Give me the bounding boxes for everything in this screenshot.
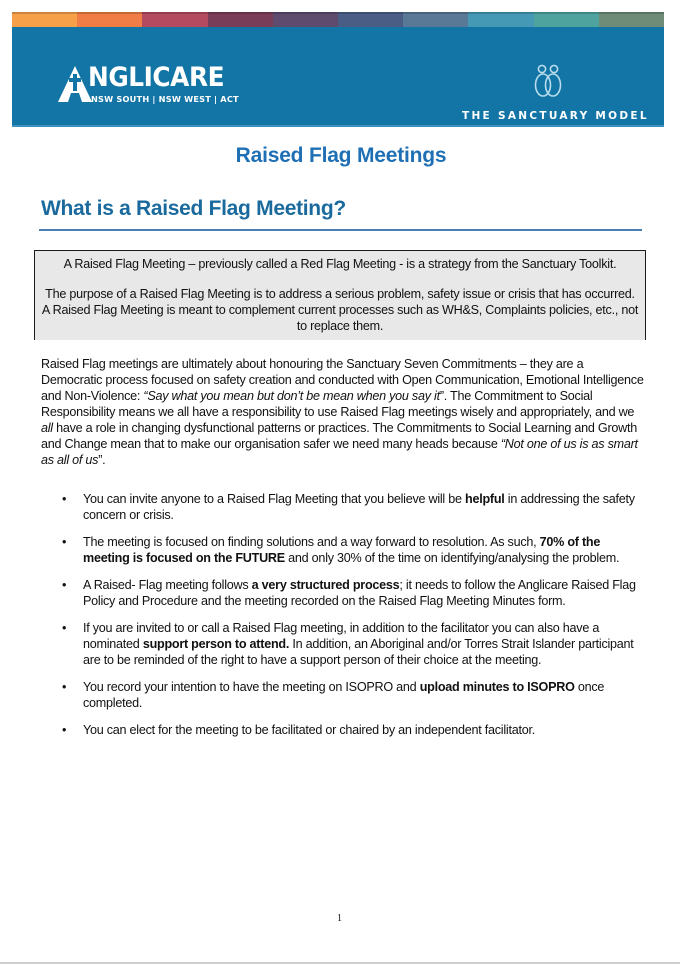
list-item — [59, 620, 649, 668]
color-segment — [534, 12, 599, 27]
document-title: Raised Flag Meetings — [235, 144, 447, 167]
anglicare-logo — [58, 62, 239, 110]
intro-text: Raised Flag meetings are ultimately about honouring the Sanctuary Seven Commitments – they are a Democratic process focused on safety creation and conducted with Open Communication, Emotional Intelligence and Non-Violence: — [41, 357, 644, 403]
item-bold: a very structured process — [251, 578, 400, 592]
color-segment — [142, 12, 207, 27]
item-text: You record your intention to have the meeting on ISOPRO and — [83, 680, 420, 694]
list-item — [59, 577, 649, 609]
logo-wordmark: NGLICARE — [88, 62, 225, 93]
list-item — [59, 722, 649, 738]
item-bold: support person to attend. — [142, 637, 290, 651]
list-item — [59, 534, 649, 566]
color-segment — [338, 12, 403, 27]
color-segment — [468, 12, 533, 27]
bullet-icon: • — [62, 621, 67, 635]
intro-quote: “Not one of us is as smart as all of us — [41, 437, 638, 467]
bullet-icon: • — [62, 723, 67, 737]
item-bold: upload minutes to ISOPRO — [419, 680, 575, 694]
intro-text: ”. — [98, 453, 106, 467]
color-segment — [599, 12, 664, 27]
page-number: 1 — [337, 913, 342, 924]
item-text: If you are invited to or call a Raised Flag meeting, in addition to the facilitator you can also have a nominated — [83, 621, 600, 651]
header-band — [12, 27, 664, 127]
item-text: in addressing the safety concern or crisis. — [83, 492, 635, 522]
definition-callout-box — [34, 250, 646, 340]
color-segment — [273, 12, 338, 27]
color-segment — [12, 12, 77, 27]
bullet-icon: • — [62, 578, 67, 592]
heading-underline — [39, 229, 642, 231]
color-segment — [208, 12, 273, 27]
sanctuary-model-label: THE SANCTUARY MODEL — [462, 110, 649, 122]
list-item — [59, 491, 649, 523]
list-item — [59, 679, 649, 711]
color-segment — [77, 12, 142, 27]
item-text: ; it needs to follow the Anglicare Raised Flag Policy and Procedure and the meeting recorded on the Raised Flag Meeting Minutes form. — [83, 578, 636, 608]
item-text: In addition, an Aboriginal and/or Torres Strait Islander participant are to be reminded of the right to have a support person of their choice at the meeting. — [83, 637, 634, 667]
a-cross-icon — [58, 66, 92, 102]
callout-line: A Raised Flag Meeting – previously called a Red Flag Meeting - is a strategy from the Sanctuary Toolkit. — [63, 257, 617, 271]
intro-text: have a role in changing dysfunctional patterns or practices. The Commitments to Social Learning and Growth and Change mean that to make our organisation safer we need many heads because — [41, 421, 637, 451]
item-text: You can elect for the meeting to be facilitated or chaired by an independent facilitator. — [83, 723, 535, 737]
item-text: once completed. — [83, 680, 605, 710]
item-bold: helpful — [465, 492, 505, 506]
color-segment — [403, 12, 468, 27]
item-text: and only 30% of the time on identifying/analysing the problem. — [284, 551, 620, 565]
item-text: The meeting is focused on finding solutions and a way forward to resolution. As such, — [83, 535, 540, 549]
intro-emphasis: all — [41, 421, 53, 435]
key-points-list — [59, 491, 649, 749]
callout-line: The purpose of a Raised Flag Meeting is to address a serious problem, safety issue or crisis that has occurred. A Raised Flag Meeting is meant to complement current processes such as WH&S, Complaints policies, etc., not to replace them. — [41, 287, 639, 333]
bullet-icon: • — [62, 492, 67, 506]
two-figures-icon — [529, 64, 569, 98]
item-text: A Raised- Flag meeting follows — [83, 578, 252, 592]
color-stripe — [12, 12, 664, 27]
item-text: You can invite anyone to a Raised Flag Meeting that you believe will be — [83, 492, 465, 506]
bullet-icon: • — [62, 680, 67, 694]
intro-quote: “Say what you mean but don’t be mean when you say it — [143, 389, 440, 403]
document-header — [12, 12, 664, 127]
intro-paragraph — [41, 356, 646, 468]
bullet-icon: • — [62, 535, 67, 549]
item-bold: 70% of the meeting is focused on the FUTURE — [83, 535, 601, 565]
section-heading: What is a Raised Flag Meeting? — [41, 197, 346, 220]
logo-subtitle: NSW SOUTH | NSW WEST | ACT — [91, 94, 239, 104]
intro-text: ”. The Commitment to Social Responsibility means we all have a responsibility to use Raised Flag meetings wisely and appropriately, and we — [41, 389, 635, 419]
